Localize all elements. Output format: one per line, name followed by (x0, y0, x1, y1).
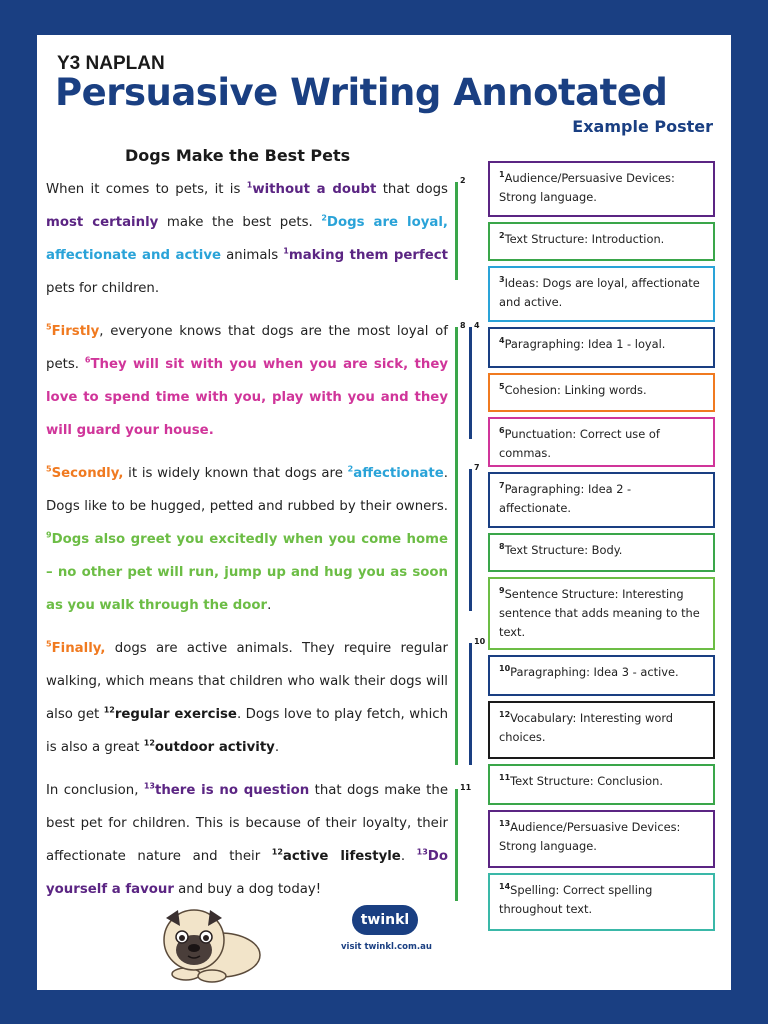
highlight-vocabulary: active lifestyle (282, 849, 401, 864)
highlight-ideas: Dogs are loyal, affectionate and active (46, 215, 448, 263)
annotation-text: Text Structure: Body. (504, 543, 623, 557)
essay-paragraph-idea-3 (46, 632, 448, 764)
bracket-line (455, 182, 458, 280)
bracket-number: 4 (474, 321, 480, 330)
highlight-cohesion: Finally, (51, 641, 106, 656)
essay-text: . Dogs like to be hugged, petted and rubbed by their owners. (46, 466, 448, 514)
annotation-box (488, 655, 715, 696)
essay-paragraph-conclusion (46, 774, 448, 906)
essay-paragraph-idea-2 (46, 457, 448, 622)
page-subtitle: Example Poster (572, 117, 713, 136)
highlight-vocabulary: regular exercise (114, 707, 237, 722)
annotation-number: 10 (499, 664, 511, 674)
highlight-cohesion: Secondly, (51, 466, 124, 481)
annotation-marker: 12 (103, 705, 115, 715)
annotation-text: Audience/Persuasive Devices: Strong language. (499, 820, 681, 853)
essay-text: . (400, 849, 417, 864)
annotation-marker: 5 (46, 639, 52, 649)
annotation-text: Spelling: Correct spelling throughout text. (499, 883, 653, 916)
annotation-text: Paragraphing: Idea 2 - affectionate. (499, 482, 632, 515)
eyebrow-label: Y3 NAPLAN (57, 53, 165, 74)
essay-text: and buy a dog today! (173, 882, 322, 897)
annotation-text: Cohesion: Linking words. (504, 383, 647, 397)
annotation-box (488, 266, 715, 322)
essay-text: dogs are active animals. They require regular walking, which means that children who walk their dogs will also get (46, 641, 448, 722)
bracket-line (455, 327, 458, 765)
bracket-line (455, 789, 458, 901)
annotation-box (488, 533, 715, 572)
highlight-vocabulary: outdoor activity (154, 740, 275, 755)
annotation-number: 5 (499, 382, 505, 392)
highlight-ideas: affectionate (353, 466, 444, 481)
highlight-punctuation: They will sit with you when you are sick, they love to spend time with you, play with you and they will guard your house. (46, 357, 449, 438)
annotation-number: 12 (499, 710, 511, 720)
essay-text: , everyone knows that dogs are the most loyal of pets. (46, 324, 448, 372)
essay-paragraph-idea-1 (46, 315, 448, 447)
annotation-number: 6 (499, 426, 505, 436)
highlight-persuasive: there is no question (154, 783, 310, 798)
annotation-marker: 13 (416, 847, 428, 857)
annotation-number: 11 (499, 773, 511, 783)
annotation-marker: 5 (46, 464, 52, 474)
essay-text: . (274, 740, 280, 755)
bracket-number: 11 (460, 783, 472, 792)
bracket-line (469, 327, 472, 439)
highlight-persuasive: without a doubt (252, 182, 377, 197)
annotation-box (488, 222, 715, 261)
annotation-marker: 6 (84, 355, 91, 365)
annotation-box (488, 873, 715, 931)
bracket-number: 2 (460, 176, 466, 185)
essay-text: make the best pets. (158, 215, 322, 230)
annotation-text: Ideas: Dogs are loyal, affectionate and active. (499, 276, 700, 309)
annotation-number: 1 (499, 170, 505, 180)
essay-text: that dogs (376, 182, 448, 197)
essay-text: When it comes to pets, it is (46, 182, 247, 197)
annotation-marker: 2 (321, 213, 327, 223)
essay-text: that dogs make the best pet for children. This is because of their loyalty, their affectionate nature and their (46, 783, 449, 864)
essay-text: . Dogs love to play fetch, which is also a great (46, 707, 449, 755)
essay-text: . (267, 598, 272, 613)
highlight-cohesion: Firstly (51, 324, 100, 339)
essay-title: Dogs Make the Best Pets (125, 146, 351, 165)
annotation-box (488, 417, 715, 467)
annotation-marker: 12 (271, 847, 283, 857)
annotation-marker: 2 (347, 464, 354, 474)
bracket-line (469, 643, 472, 765)
annotation-text: Text Structure: Conclusion. (510, 774, 663, 788)
highlight-sentence-structure: Dogs also greet you excitedly when you come home – no other pet will run, jump up and hug you as soon as you walk through the door (46, 532, 448, 613)
pug-illustration (152, 900, 264, 990)
twinkl-logo: twinkl (352, 905, 418, 935)
annotation-text: Sentence Structure: Interesting sentence that adds meaning to the text. (499, 587, 700, 639)
annotation-number: 13 (499, 819, 511, 829)
brand-url[interactable]: visit twinkl.com.au (341, 942, 432, 952)
pug-icon (152, 900, 264, 986)
essay-paragraph-intro (46, 173, 448, 305)
bracket-line (469, 469, 472, 611)
highlight-persuasive: making them perfect (288, 248, 449, 263)
bracket-number: 10 (474, 637, 486, 646)
annotation-box (488, 161, 715, 217)
annotation-number: 7 (499, 481, 505, 491)
annotation-marker: 1 (283, 246, 289, 256)
annotation-marker: 5 (46, 322, 52, 332)
annotation-marker: 13 (143, 781, 155, 791)
bracket-number: 8 (460, 321, 466, 330)
bracket-number: 7 (474, 463, 480, 472)
poster (37, 35, 731, 990)
annotation-box (488, 577, 715, 650)
essay-text: animals (221, 248, 284, 263)
essay-text: it is widely known that dogs are (123, 466, 348, 481)
essay-text: In conclusion, (46, 783, 144, 798)
annotation-text: Paragraphing: Idea 1 - loyal. (504, 337, 666, 351)
essay-text: pets for children. (46, 281, 160, 296)
annotation-number: 9 (499, 586, 505, 596)
page-title: Persuasive Writing Annotated (55, 71, 668, 114)
annotation-text: Vocabulary: Interesting word choices. (499, 711, 674, 744)
annotation-text: Punctuation: Correct use of commas. (499, 427, 660, 460)
annotation-number: 3 (499, 275, 505, 285)
annotation-box (488, 472, 715, 528)
annotation-marker: 12 (143, 738, 155, 748)
annotation-box (488, 327, 715, 368)
annotation-number: 2 (499, 231, 505, 241)
annotation-text: Audience/Persuasive Devices: Strong language. (499, 171, 675, 204)
annotation-text: Paragraphing: Idea 3 - active. (510, 665, 679, 679)
annotation-box (488, 764, 715, 805)
annotation-box (488, 810, 715, 868)
essay-body (46, 173, 448, 916)
annotation-box (488, 373, 715, 412)
highlight-persuasive: Do yourself a favour (46, 849, 448, 897)
annotation-number: 14 (499, 882, 511, 892)
annotation-marker: 9 (46, 530, 52, 540)
annotation-box (488, 701, 715, 759)
annotation-marker: 1 (246, 180, 253, 190)
highlight-persuasive: most certainly (46, 215, 159, 230)
annotation-text: Text Structure: Introduction. (504, 232, 665, 246)
annotation-number: 8 (499, 542, 505, 552)
annotation-number: 4 (499, 336, 505, 346)
